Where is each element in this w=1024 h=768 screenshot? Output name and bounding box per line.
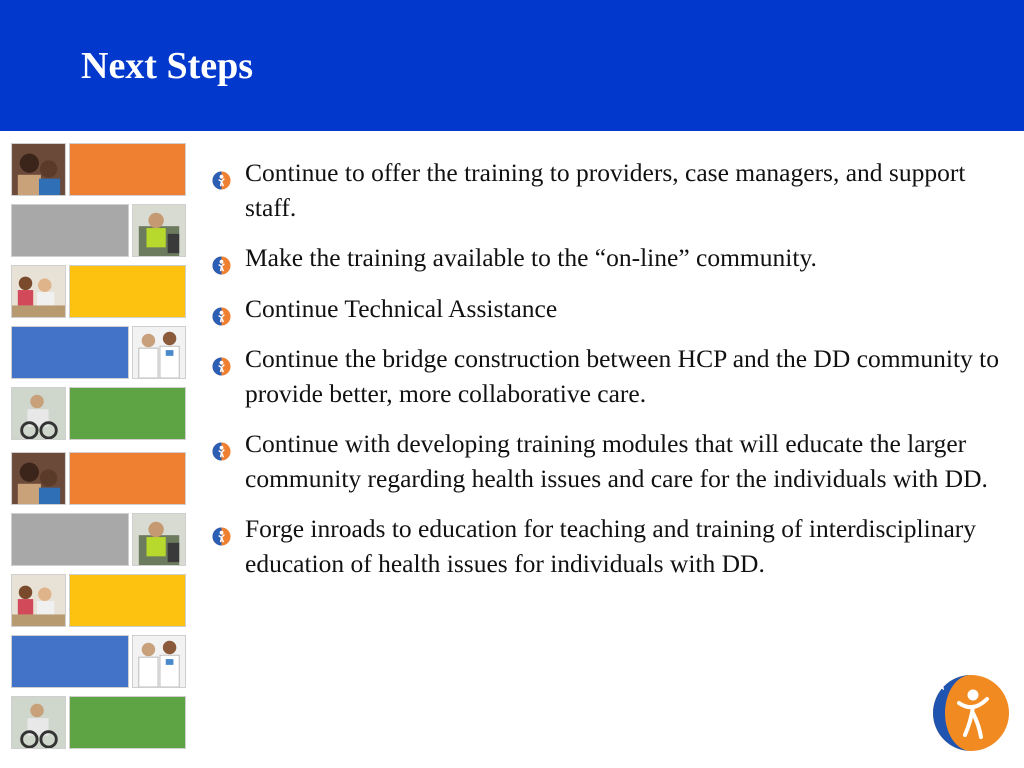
title-bar bbox=[0, 0, 1024, 131]
bullet-figure-icon bbox=[212, 301, 231, 320]
color-block-green bbox=[69, 387, 186, 440]
bullet-list bbox=[212, 156, 1002, 597]
color-block-yellow bbox=[69, 265, 186, 318]
bullet-figure-icon bbox=[212, 436, 231, 455]
photo-tile-worker bbox=[132, 513, 186, 566]
bullet-item bbox=[212, 427, 1002, 496]
bullet-text: Make the training available to the “on-line” community. bbox=[245, 243, 817, 272]
bullet-figure-icon bbox=[212, 521, 231, 540]
photo-tile-classroom bbox=[11, 574, 66, 627]
photo-tile-family bbox=[11, 452, 66, 505]
organization-logo bbox=[931, 673, 1011, 753]
bullet-item bbox=[212, 512, 1002, 581]
photo-tile-doctors bbox=[132, 635, 186, 688]
bullet-text: Continue the bridge construction between HCP and the DD community to provide better, more collaborative care. bbox=[245, 344, 1000, 408]
bullet-text: Forge inroads to education for teaching and training of interdisciplinary education of health issues for individuals with DD. bbox=[245, 514, 977, 578]
photo-tile-doctors bbox=[132, 326, 186, 379]
color-block-orange bbox=[69, 452, 186, 505]
photo-mosaic bbox=[11, 143, 187, 751]
bullet-figure-icon bbox=[212, 351, 231, 370]
photo-tile-classroom bbox=[11, 265, 66, 318]
color-block-yellow bbox=[69, 574, 186, 627]
photo-tile-wheelchair bbox=[11, 696, 66, 749]
color-block-orange bbox=[69, 143, 186, 196]
bullet-item bbox=[212, 241, 1002, 276]
color-block-gray bbox=[11, 204, 129, 257]
bullet-text: Continue Technical Assistance bbox=[245, 293, 558, 323]
color-block-blue bbox=[11, 326, 129, 379]
color-block-green bbox=[69, 696, 186, 749]
photo-tile-wheelchair bbox=[11, 387, 66, 440]
bullet-item bbox=[212, 156, 1002, 225]
bullet-item bbox=[212, 342, 1002, 411]
page-title: Next Steps bbox=[81, 45, 254, 87]
bullet-item bbox=[212, 292, 1002, 327]
bullet-text: Continue to offer the training to providers, case managers, and support staff. bbox=[245, 158, 966, 222]
bullet-figure-icon bbox=[212, 250, 231, 269]
bullet-text: Continue with developing training modules that will educate the larger community regarding health issues and care for the individuals with DD. bbox=[245, 429, 988, 493]
photo-tile-family bbox=[11, 143, 66, 196]
color-block-blue bbox=[11, 635, 129, 688]
color-block-gray bbox=[11, 513, 129, 566]
bullet-figure-icon bbox=[212, 165, 231, 184]
photo-tile-worker bbox=[132, 204, 186, 257]
